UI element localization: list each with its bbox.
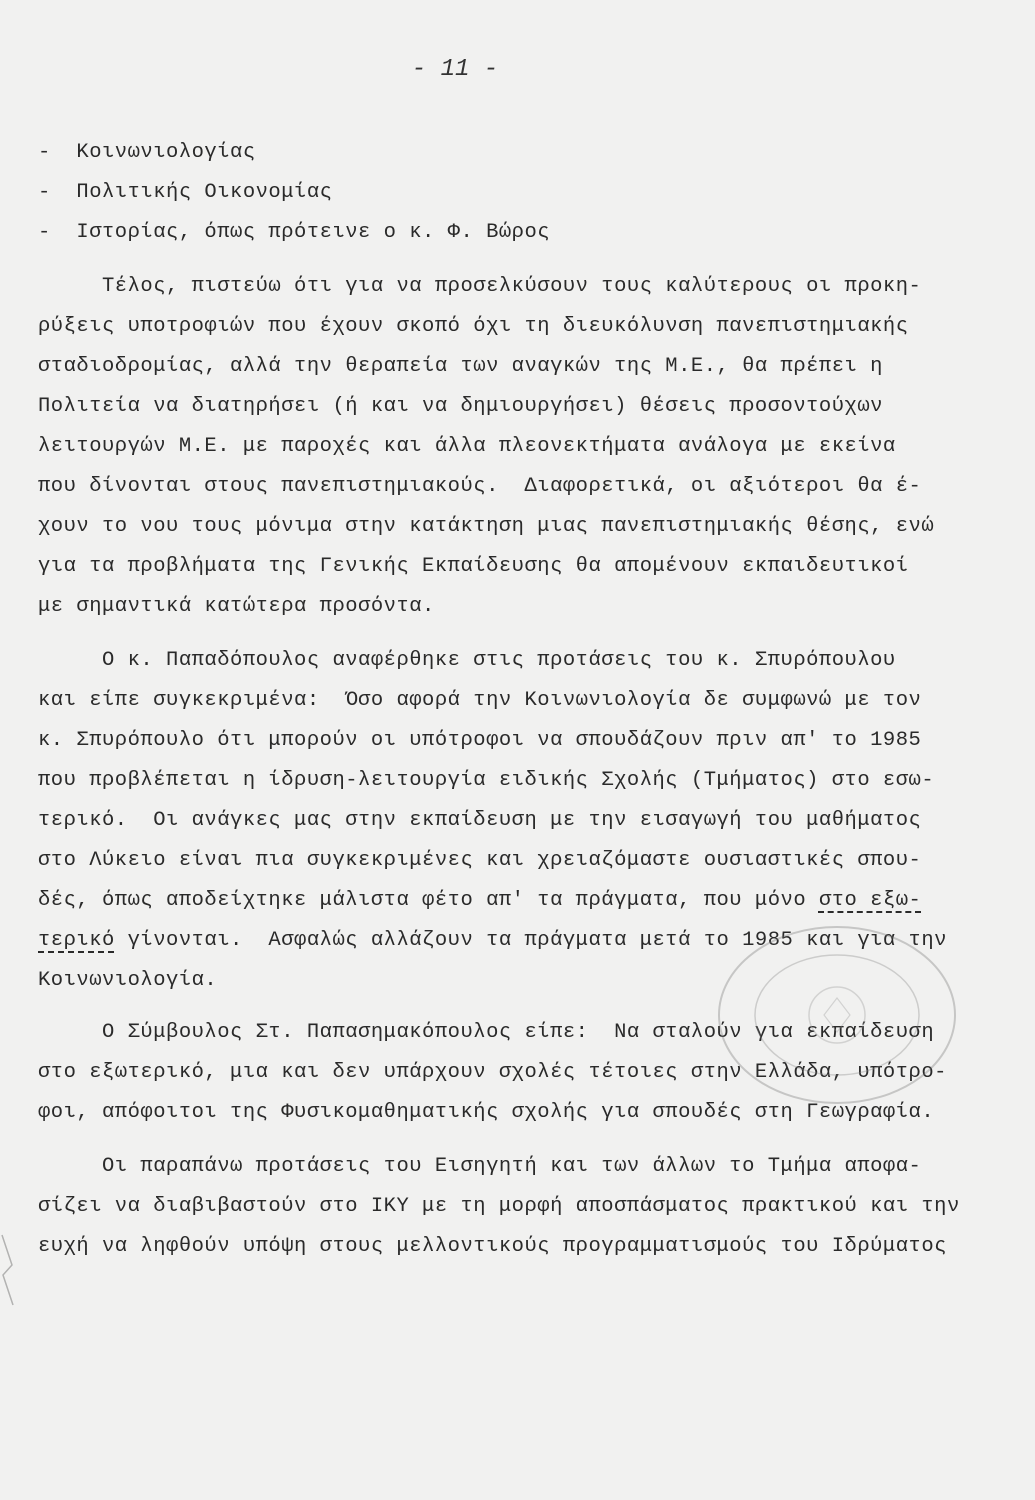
paragraph-line: λειτουργών Μ.Ε. με παροχές και άλλα πλεονεκτήματα ανάλογα με εκείνα	[38, 435, 896, 458]
underlined-text: στο εξω-	[818, 889, 922, 912]
margin-mark	[0, 1230, 16, 1310]
paragraph-line: για τα προβλήματα της Γενικής Εκπαίδευσης θα απομένουν εκπαιδευτικοί	[38, 555, 909, 578]
page-number: - 11 -	[411, 56, 499, 83]
underlined-text: τερικό	[38, 929, 115, 952]
paragraph-line: Ο κ. Παπαδόπουλος αναφέρθηκε στις προτάσεις του κ. Σπυρόπουλου	[38, 649, 896, 672]
margin-mark-graphic	[0, 1230, 16, 1310]
paragraph-line: στο εξωτερικό, μια και δεν υπάρχουν σχολές τέτοιες στην Ελλάδα, υπότρο-	[38, 1061, 947, 1084]
paragraph-line: Ο Σύμβουλος Στ. Παπασημακόπουλος είπε: Να σταλούν για εκπαίδευση	[38, 1021, 935, 1044]
paragraph-line: Οι παραπάνω προτάσεις του Εισηγητή και των άλλων το Τμήμα αποφα-	[38, 1155, 922, 1178]
paragraph-line: Πολιτεία να διατηρήσει (ή και να δημιουργήσει) θέσεις προσοντούχων	[38, 395, 883, 418]
paragraph-line	[38, 886, 921, 916]
paragraph-line: σταδιοδρομίας, αλλά την θεραπεία των αναγκών της Μ.Ε., θα πρέπει η	[38, 355, 883, 378]
list-item: - Ιστορίας, όπως πρότεινε ο κ. Φ. Βώρος	[38, 221, 551, 244]
stamp-graphic	[712, 920, 962, 1110]
paragraph-line: που δίνονται στους πανεπιστημιακούς. Διαφορετικά, οι αξιότεροι θα έ-	[38, 475, 922, 498]
paragraph-line: και είπε συγκεκριμένα: Όσο αφορά την Κοινωνιολογία δε συμφωνώ με τον	[38, 689, 922, 712]
paragraph-line: με σημαντικά κατώτερα προσόντα.	[38, 595, 435, 618]
official-stamp	[712, 920, 962, 1110]
paragraph-line: στο Λύκειο είναι πια συγκεκριμένες και χρειαζόμαστε ουσιαστικές σπου-	[38, 849, 922, 872]
paragraph-line: τερικό. Οι ανάγκες μας στην εκπαίδευση με την εισαγωγή του μαθήματος	[38, 809, 922, 832]
list-item: - Πολιτικής Οικονομίας	[38, 181, 333, 204]
paragraph-line: ρύξεις υποτροφιών που έχουν σκοπό όχι τη διευκόλυνση πανεπιστημιακής	[38, 315, 909, 338]
paragraph-line: φοι, απόφοιτοι της Φυσικομαθηματικής σχολής για σπουδές στη Γεωγραφία.	[38, 1101, 935, 1124]
paragraph-text: γίνονται. Ασφαλώς αλλάζουν τα πράγματα μετά το 1985 και για την	[114, 929, 947, 952]
paragraph-line: που προβλέπεται η ίδρυση-λειτουργία ειδικής Σχολής (Τμήματος) στο εσω-	[38, 769, 935, 792]
paragraph-line: Τέλος, πιστεύω ότι για να προσελκύσουν τους καλύτερους οι προκη-	[38, 275, 922, 298]
paragraph-line: Κοινωνιολογία.	[38, 969, 218, 992]
paragraph-line: χουν το νου τους μόνιμα στην κατάκτηση μιας πανεπιστημιακής θέσης, ενώ	[38, 515, 935, 538]
paragraph-line: κ. Σπυρόπουλο ότι μπορούν οι υπότροφοι να σπουδάζουν πριν απ' το 1985	[38, 729, 922, 752]
paragraph-line: ευχή να ληφθούν υπόψη στους μελλοντικούς προγραμματισμούς του Ιδρύματος	[38, 1235, 947, 1258]
paragraph-text: δές, όπως αποδείχτηκε μάλιστα φέτο απ' τα πράγματα, που μόνο	[38, 889, 819, 912]
paragraph-line: σίζει να διαβιβαστούν στο ΙΚΥ με τη μορφή αποσπάσματος πρακτικού και την	[38, 1195, 960, 1218]
list-item: - Κοινωνιολογίας	[38, 141, 256, 164]
